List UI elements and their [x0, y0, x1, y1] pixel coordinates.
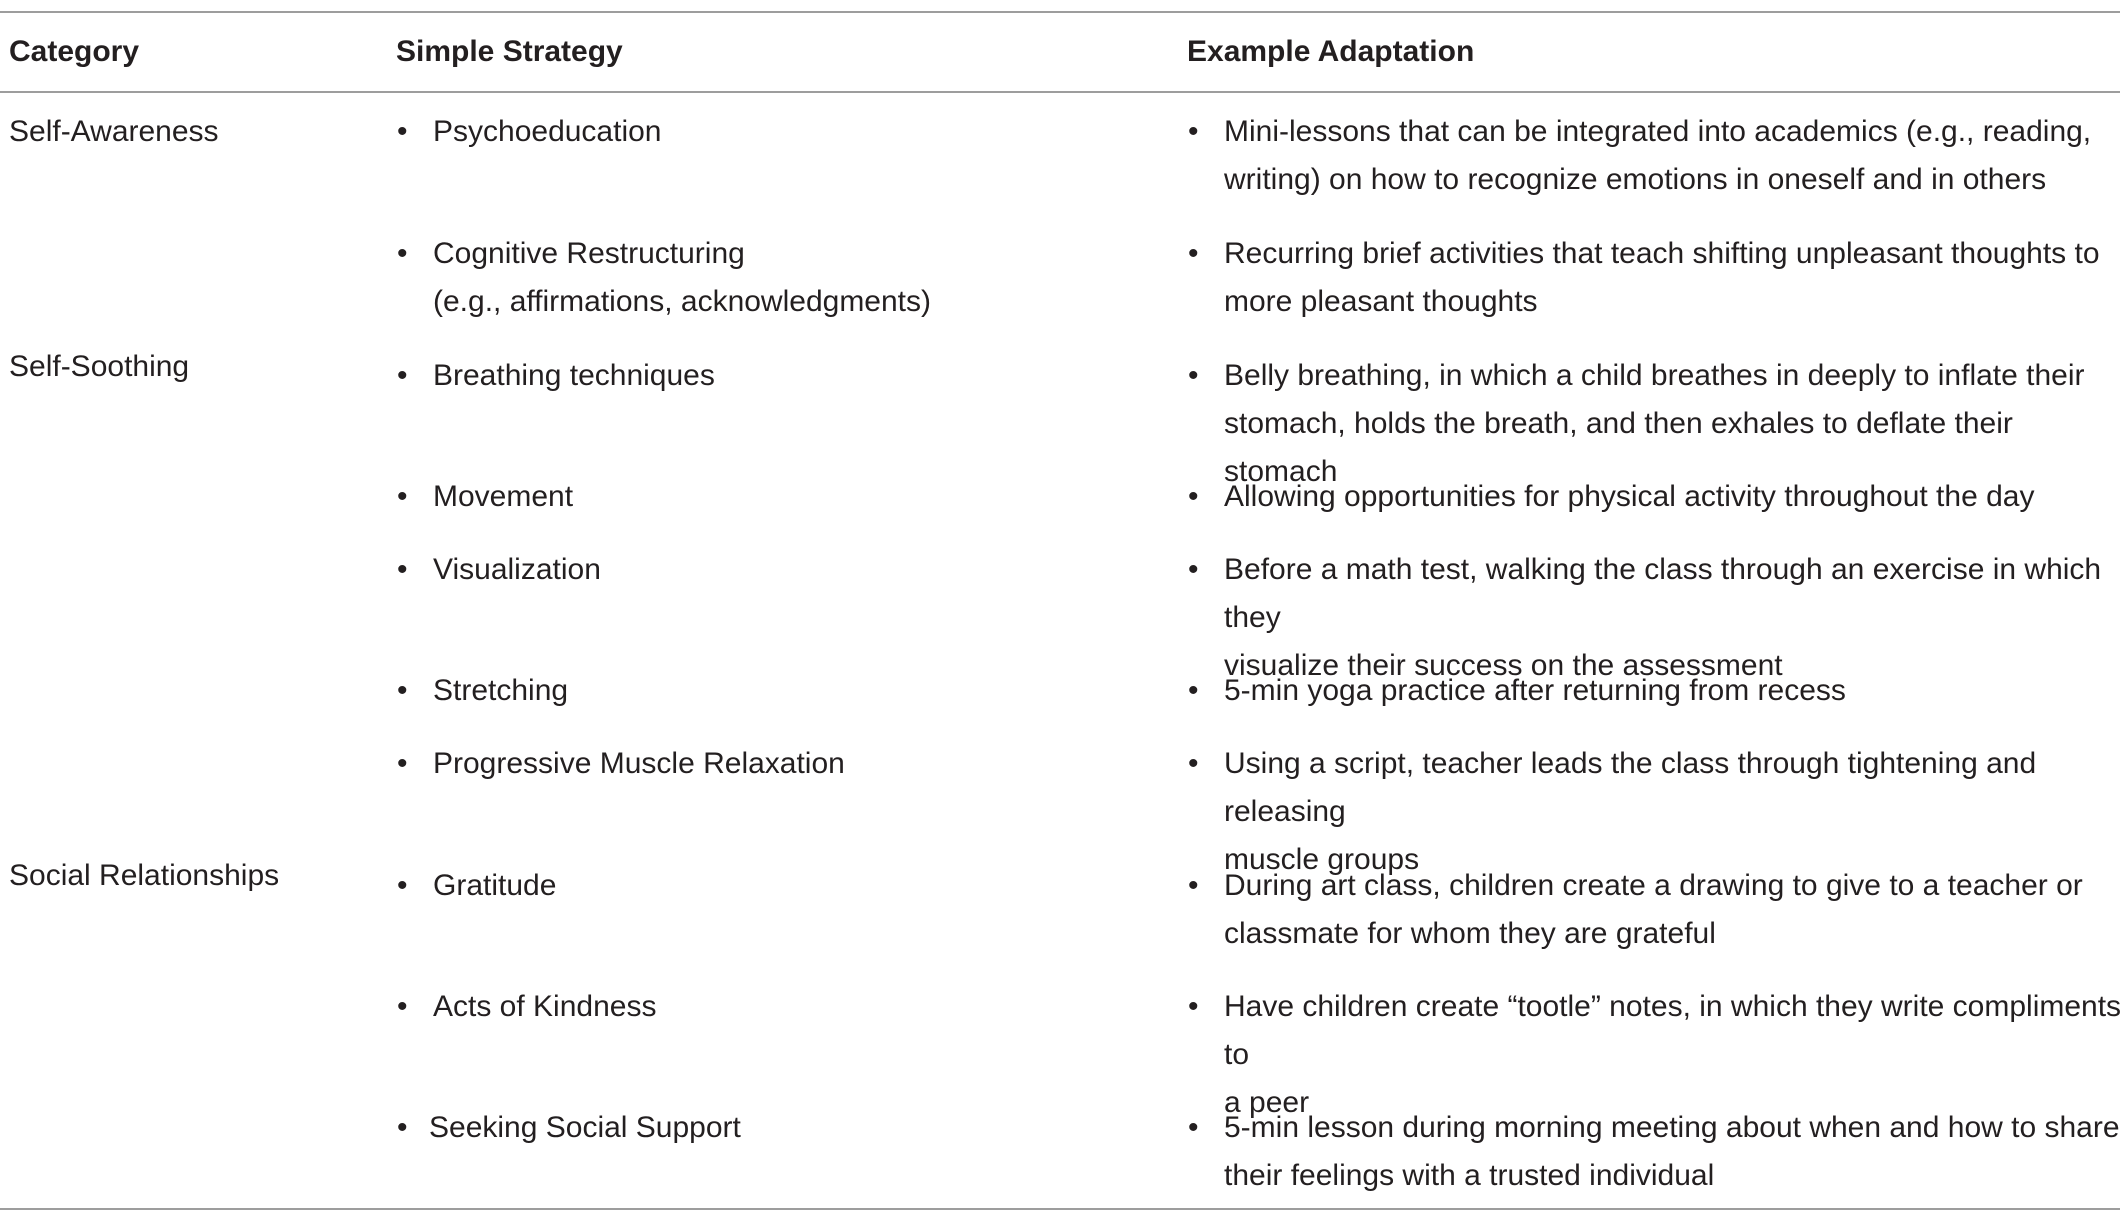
- strategy-text: Stretching: [433, 674, 569, 707]
- strategy-item: [397, 352, 953, 400]
- strategy-item: [397, 1104, 949, 1152]
- example-text: Allowing opportunities for physical activity throughout the day: [1224, 480, 2035, 513]
- table-header-rule: [0, 91, 2120, 93]
- strategy-text: Seeking Social Support: [429, 1111, 741, 1144]
- example-item: [1188, 862, 2124, 958]
- table-top-rule: [0, 11, 2120, 13]
- strategy-text: Psychoeducation: [433, 115, 662, 148]
- strategy-text: Breathing techniques: [433, 359, 715, 392]
- bullet-icon: •: [397, 480, 408, 513]
- strategy-item: [397, 108, 953, 156]
- header-example: Example Adaptation: [1187, 35, 1475, 68]
- example-item: [1188, 230, 2124, 326]
- bullet-icon: •: [397, 237, 408, 270]
- example-text: 5-min lesson during morning meeting about when and how to share their feelings with a trusted individual: [1224, 1111, 2120, 1192]
- strategy-text: Cognitive Restructuring (e.g., affirmations, acknowledgments): [433, 237, 932, 318]
- strategy-item: [397, 983, 953, 1031]
- example-text: Recurring brief activities that teach shifting unpleasant thoughts to more pleasant thoughts: [1224, 237, 2100, 318]
- bullet-icon: •: [1188, 747, 1199, 780]
- bullet-icon: •: [397, 359, 408, 392]
- bullet-icon: •: [1188, 869, 1199, 902]
- header-strategy: Simple Strategy: [396, 35, 623, 68]
- category-self-awareness: Self-Awareness: [9, 115, 219, 148]
- example-text: Using a script, teacher leads the class through tightening and releasing muscle groups: [1224, 747, 2037, 876]
- strategy-text: Progressive Muscle Relaxation: [433, 747, 845, 780]
- category-social-relationships: Social Relationships: [9, 859, 280, 892]
- bullet-icon: •: [397, 990, 408, 1023]
- example-item: [1188, 1104, 2124, 1200]
- example-text: Belly breathing, in which a child breathes in deeply to inflate their stomach, holds the breath, and then exhales to deflate their stomach: [1224, 359, 2085, 488]
- bullet-icon: •: [1188, 359, 1199, 392]
- example-text: 5-min yoga practice after returning from recess: [1224, 674, 1846, 707]
- strategy-text: Movement: [433, 480, 574, 513]
- strategy-text: Visualization: [433, 553, 601, 586]
- header-category: Category: [9, 35, 140, 68]
- strategy-item: [397, 740, 953, 788]
- category-self-soothing: Self-Soothing: [9, 350, 190, 383]
- bullet-icon: •: [1188, 1111, 1199, 1144]
- example-text: Have children create “tootle” notes, in which they write compliments to a peer: [1224, 990, 2122, 1119]
- example-item: [1188, 108, 2124, 204]
- strategy-item: [397, 230, 953, 326]
- example-item: [1188, 473, 2124, 521]
- bullet-icon: •: [1188, 990, 1199, 1023]
- bullet-icon: •: [1188, 674, 1199, 707]
- bullet-icon: •: [397, 674, 408, 707]
- bullet-icon: •: [1188, 115, 1199, 148]
- bullet-icon: •: [1188, 553, 1199, 586]
- strategy-text: Gratitude: [433, 869, 557, 902]
- strategy-item: [397, 473, 953, 521]
- table-bottom-rule: [0, 1208, 2120, 1210]
- bullet-icon: •: [1188, 480, 1199, 513]
- bullet-icon: •: [1188, 237, 1199, 270]
- bullet-icon: •: [397, 747, 408, 780]
- strategy-text: Acts of Kindness: [433, 990, 657, 1023]
- bullet-icon: •: [397, 869, 408, 902]
- strategy-item: [397, 546, 953, 594]
- bullet-icon: •: [397, 115, 408, 148]
- strategy-item: [397, 667, 953, 715]
- bullet-icon: •: [397, 553, 408, 586]
- example-text: Before a math test, walking the class through an exercise in which they visualize their success on the assessment: [1224, 553, 2102, 682]
- example-text: During art class, children create a drawing to give to a teacher or classmate for whom they are grateful: [1224, 869, 2083, 950]
- bullet-icon: •: [397, 1111, 408, 1144]
- example-text: Mini-lessons that can be integrated into academics (e.g., reading, writing) on how to recognize emotions in oneself and in others: [1224, 115, 2092, 196]
- example-item: [1188, 667, 2124, 715]
- strategy-item: [397, 862, 953, 910]
